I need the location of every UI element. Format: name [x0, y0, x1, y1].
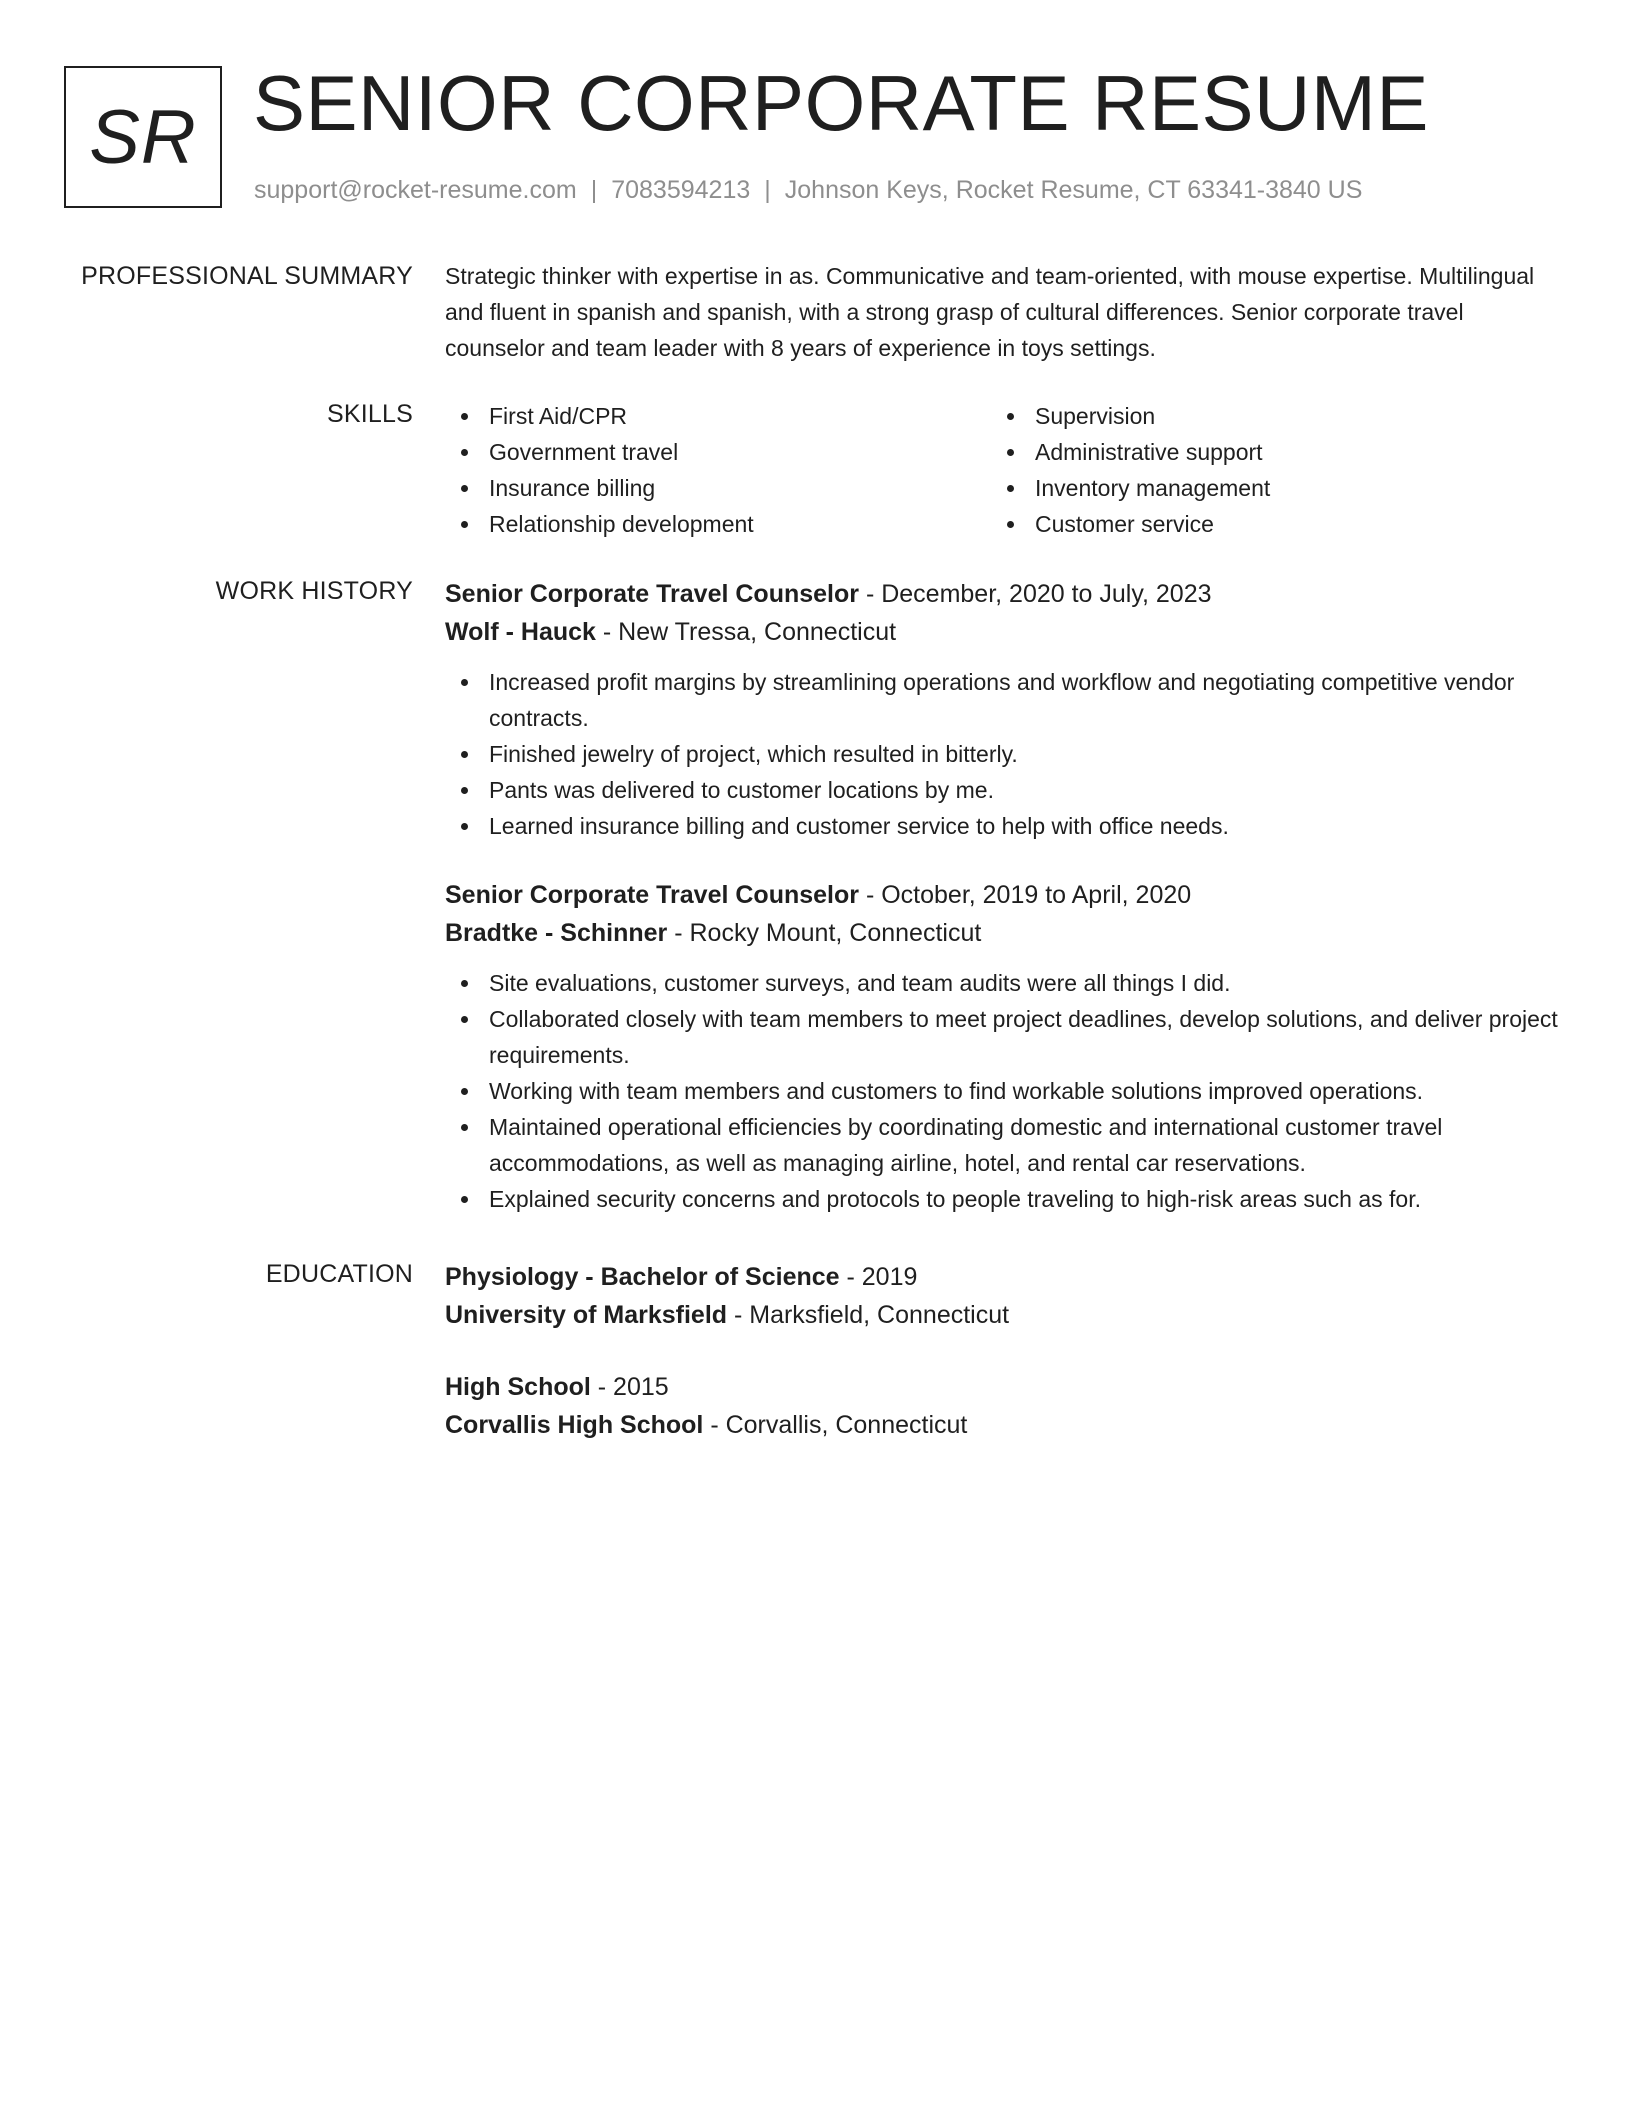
- job-dates: - December, 2020 to July, 2023: [859, 580, 1212, 608]
- skill-item: Government travel: [445, 434, 991, 470]
- monogram-box: [64, 66, 222, 208]
- education-degree-line: [445, 1368, 1565, 1406]
- skills-columns: [445, 398, 1565, 542]
- summary-text: Strategic thinker with expertise in as. Communicative and team-oriented, with mouse expertise. Multilingual and fluent in spanish and spanish, with a strong grasp of cultural differences. Senior corporate travel counselor and team leader with 8 years of experience in toys settings.: [445, 263, 1535, 361]
- job-role: Senior Corporate Travel Counselor: [445, 580, 859, 608]
- education-school-line: [445, 1406, 1565, 1444]
- job-bullet: Increased profit margins by streamlining operations and workflow and negotiating competitive vendor contracts.: [445, 664, 1565, 736]
- job-bullet: Collaborated closely with team members to meet project deadlines, develop solutions, and deliver project requirements.: [445, 1001, 1565, 1073]
- skill-item: Inventory management: [991, 470, 1537, 506]
- contact-line: [254, 174, 1362, 206]
- contact-email: support@rocket-resume.com: [254, 176, 577, 204]
- education-school: Corvallis High School: [445, 1411, 704, 1439]
- job-role-line: [445, 876, 1565, 914]
- skills-list-left: [445, 398, 991, 542]
- education-school-line: [445, 1296, 1565, 1334]
- work-history-heading: WORK HISTORY: [215, 577, 413, 605]
- contact-separator: |: [590, 176, 598, 204]
- job-bullet: Working with team members and customers to find workable solutions improved operations.: [445, 1073, 1565, 1109]
- job-role: Senior Corporate Travel Counselor: [445, 881, 859, 909]
- resume-title: SENIOR CORPORATE RESUME: [253, 59, 1429, 147]
- job-bullet: Pants was delivered to customer locations by me.: [445, 772, 1565, 808]
- education-year: - 2015: [590, 1373, 669, 1401]
- monogram-initials: SR: [89, 94, 197, 180]
- education-entry: [445, 1368, 1565, 1444]
- skills-body: [445, 398, 1565, 542]
- skill-item: Supervision: [991, 398, 1537, 434]
- job-location: - New Tressa, Connecticut: [595, 618, 897, 646]
- job-bullet: Finished jewelry of project, which resulted in bitterly.: [445, 736, 1565, 772]
- education-location: - Corvallis, Connecticut: [703, 1411, 968, 1439]
- education-school: University of Marksfield: [445, 1301, 728, 1329]
- contact-address: Johnson Keys, Rocket Resume, CT 63341-3840 US: [784, 176, 1363, 204]
- job-company: Wolf - Hauck: [445, 618, 596, 646]
- job-role-line: [445, 575, 1565, 613]
- skill-item: First Aid/CPR: [445, 398, 991, 434]
- skill-item: Relationship development: [445, 506, 991, 542]
- education-entry: [445, 1258, 1565, 1334]
- work-history-body: [445, 575, 1565, 1217]
- education-degree-line: [445, 1258, 1565, 1296]
- skills-list-right: [991, 398, 1537, 542]
- education-degree: High School: [445, 1373, 591, 1401]
- skill-item: Customer service: [991, 506, 1537, 542]
- job-company-line: [445, 914, 1565, 952]
- job-dates: - October, 2019 to April, 2020: [859, 881, 1192, 909]
- education-location: - Marksfield, Connecticut: [727, 1301, 1010, 1329]
- job-location: - Rocky Mount, Connecticut: [667, 919, 982, 947]
- skill-item: Insurance billing: [445, 470, 991, 506]
- skills-heading: SKILLS: [327, 400, 413, 428]
- job-entry: [445, 876, 1565, 1217]
- summary-heading: PROFESSIONAL SUMMARY: [81, 262, 413, 290]
- education-degree: Physiology - Bachelor of Science: [445, 1263, 840, 1291]
- education-body: [445, 1258, 1565, 1444]
- job-bullet: Explained security concerns and protocols to people traveling to high-risk areas such as for.: [445, 1181, 1565, 1217]
- education-year: - 2019: [839, 1263, 918, 1291]
- job-company-line: [445, 613, 1565, 651]
- job-bullet: Learned insurance billing and customer service to help with office needs.: [445, 808, 1565, 844]
- job-bullet: Maintained operational efficiencies by coordinating domestic and international customer travel accommodations, as well as managing airline, hotel, and rental car reservations.: [445, 1109, 1565, 1181]
- job-bullet: Site evaluations, customer surveys, and team audits were all things I did.: [445, 965, 1565, 1001]
- contact-phone: 7083594213: [611, 176, 751, 204]
- job-company: Bradtke - Schinner: [445, 919, 668, 947]
- contact-separator: |: [764, 176, 771, 204]
- skill-item: Administrative support: [991, 434, 1537, 470]
- education-heading: EDUCATION: [265, 1260, 413, 1288]
- job-bullets: [445, 965, 1565, 1217]
- job-bullets: [445, 664, 1565, 844]
- job-entry: [445, 575, 1565, 844]
